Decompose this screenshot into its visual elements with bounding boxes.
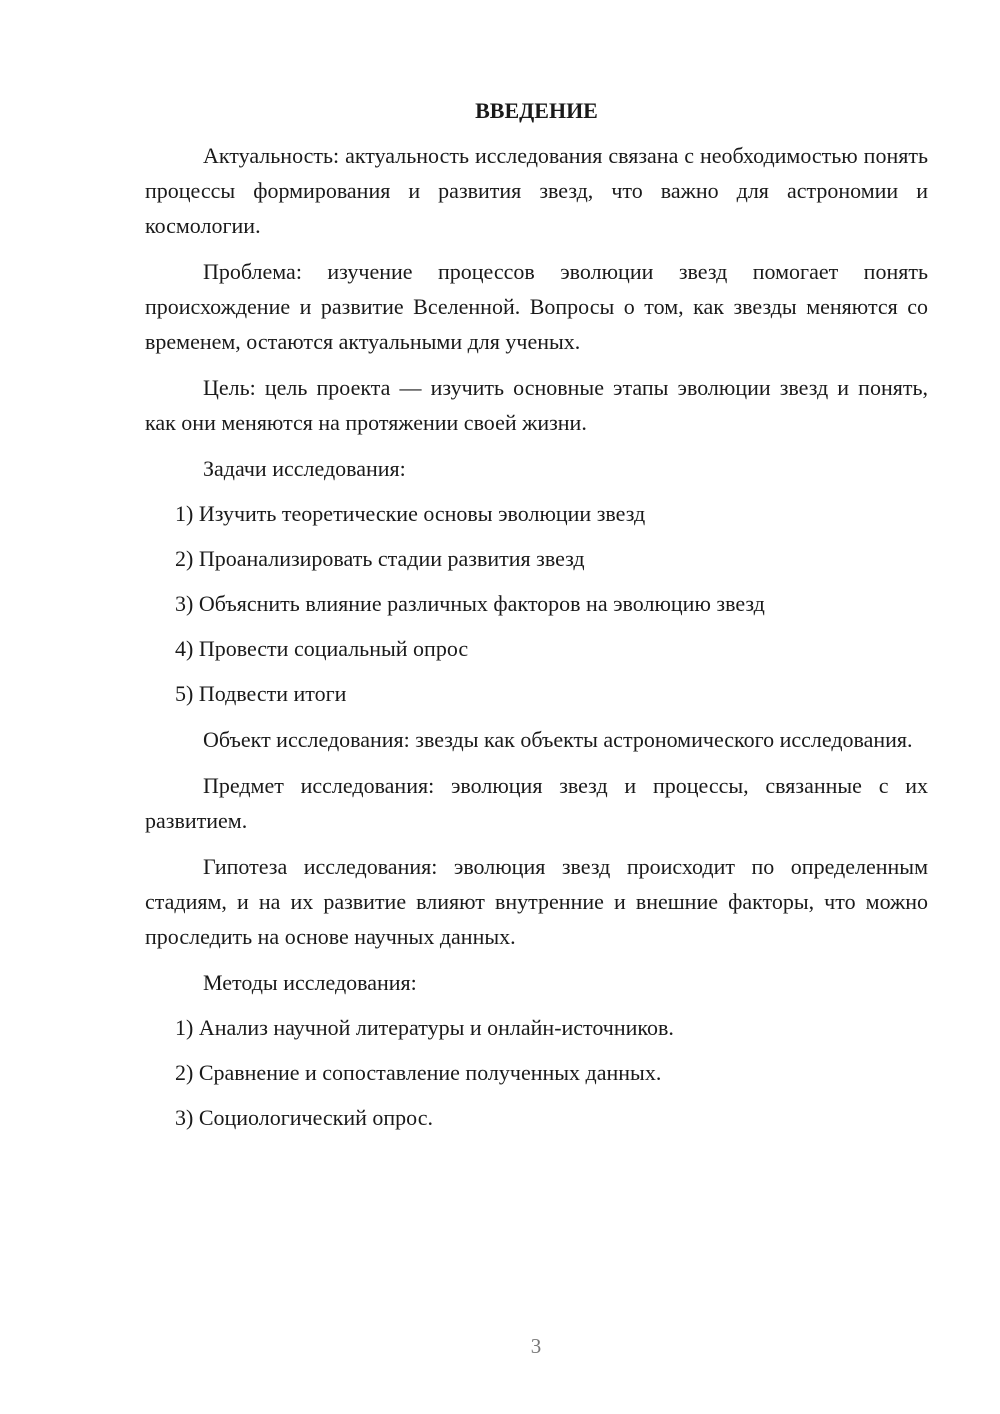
methods-list bbox=[145, 1010, 928, 1135]
relevance-paragraph: Актуальность: актуальность исследования связана с необходимостью понять процессы формирования и развития звезд, что важно для астрономии и космологии. bbox=[145, 143, 928, 238]
list-item: 2) Проанализировать стадии развития звезд bbox=[175, 546, 585, 571]
tasks-heading: Задачи исследования: bbox=[203, 456, 406, 481]
goal-paragraph: Цель: цель проекта — изучить основные этапы эволюции звезд и понять, как они меняются на протяжении своей жизни. bbox=[145, 375, 928, 435]
list-item: 2) Сравнение и сопоставление полученных данных. bbox=[175, 1060, 662, 1085]
section-title: ВВЕДЕНИЕ bbox=[475, 98, 598, 123]
problem-paragraph: Проблема: изучение процессов эволюции звезд помогает понять происхождение и развитие Вселенной. Вопросы о том, как звезды меняются со временем, остаются актуальными для ученых. bbox=[145, 259, 928, 354]
list-item: 4) Провести социальный опрос bbox=[175, 636, 469, 661]
list-item: 5) Подвести итоги bbox=[175, 681, 347, 706]
methods-heading: Методы исследования: bbox=[203, 970, 417, 995]
tasks-list bbox=[145, 496, 928, 711]
object-paragraph: Объект исследования: звезды как объекты астрономического исследования. bbox=[203, 727, 913, 752]
list-item: 3) Социологический опрос. bbox=[175, 1105, 433, 1130]
list-item: 3) Объяснить влияние различных факторов на эволюцию звезд bbox=[175, 591, 765, 616]
page-number: 3 bbox=[530, 1334, 542, 1358]
page-content bbox=[145, 96, 928, 1146]
hypothesis-paragraph: Гипотеза исследования: эволюция звезд происходит по определенным стадиям, и на их развитие влияют внутренние и внешние факторы, что можно проследить на основе научных данных. bbox=[145, 854, 928, 949]
list-item: 1) Анализ научной литературы и онлайн-источников. bbox=[175, 1015, 674, 1040]
list-item: 1) Изучить теоретические основы эволюции звезд bbox=[175, 501, 646, 526]
subject-paragraph: Предмет исследования: эволюция звезд и процессы, связанные с их развитием. bbox=[145, 773, 928, 833]
